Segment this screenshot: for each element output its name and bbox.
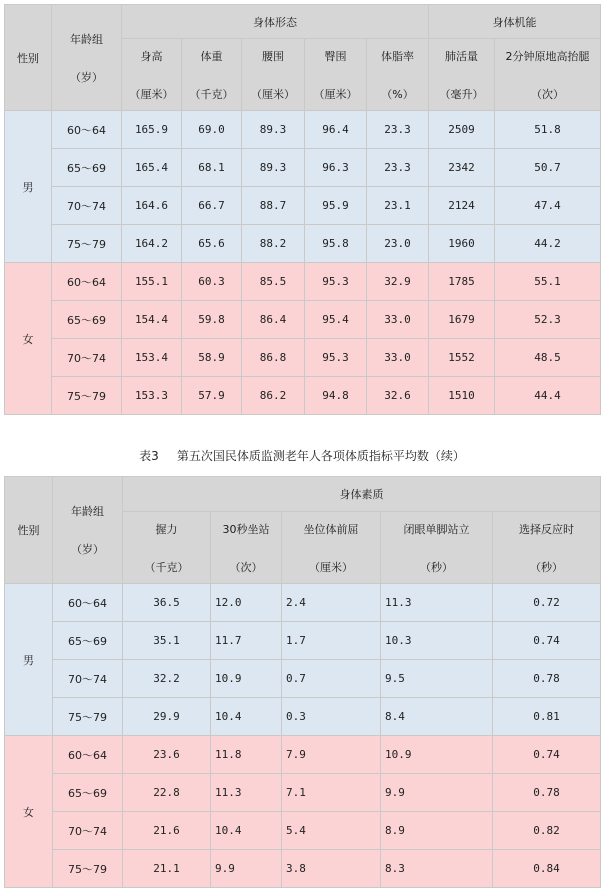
table-row bbox=[5, 812, 601, 850]
value-cell: 85.5 bbox=[242, 263, 305, 301]
col-header bbox=[122, 39, 182, 111]
value-cell: 36.5 bbox=[123, 584, 211, 622]
value-cell: 29.9 bbox=[123, 698, 211, 736]
value-cell: 9.9 bbox=[381, 774, 493, 812]
table-caption bbox=[0, 447, 604, 464]
value-cell: 23.1 bbox=[367, 187, 429, 225]
table-row bbox=[5, 225, 601, 263]
value-cell: 10.9 bbox=[381, 736, 493, 774]
value-cell: 7.9 bbox=[282, 736, 381, 774]
value-cell: 23.3 bbox=[367, 111, 429, 149]
value-cell: 55.1 bbox=[495, 263, 601, 301]
value-cell: 1552 bbox=[429, 339, 495, 377]
table-row bbox=[5, 301, 601, 339]
value-cell: 10.4 bbox=[211, 812, 282, 850]
value-cell: 32.9 bbox=[367, 263, 429, 301]
value-cell: 96.3 bbox=[305, 149, 367, 187]
value-cell: 0.84 bbox=[493, 850, 601, 888]
value-cell: 94.8 bbox=[305, 377, 367, 415]
col-name: 体重 bbox=[200, 49, 223, 63]
col-unit: （厘米） bbox=[129, 87, 174, 101]
value-cell: 68.1 bbox=[182, 149, 242, 187]
value-cell: 33.0 bbox=[367, 301, 429, 339]
col-name: 2分钟原地高抬腿 bbox=[505, 49, 590, 63]
age-cell: 65～69 bbox=[53, 774, 123, 812]
value-cell: 95.3 bbox=[305, 339, 367, 377]
value-cell: 48.5 bbox=[495, 339, 601, 377]
value-cell: 89.3 bbox=[242, 149, 305, 187]
value-cell: 44.2 bbox=[495, 225, 601, 263]
age-cell: 65～69 bbox=[52, 301, 122, 339]
table-row bbox=[5, 263, 601, 301]
col-age-label: 年龄组 bbox=[70, 32, 103, 46]
value-cell: 0.74 bbox=[493, 736, 601, 774]
table-row bbox=[5, 187, 601, 225]
value-cell: 86.2 bbox=[242, 377, 305, 415]
col-age-header bbox=[52, 5, 122, 111]
age-cell: 60～64 bbox=[53, 736, 123, 774]
value-cell: 9.5 bbox=[381, 660, 493, 698]
table-row bbox=[5, 377, 601, 415]
value-cell: 21.1 bbox=[123, 850, 211, 888]
age-cell: 60～64 bbox=[53, 584, 123, 622]
value-cell: 58.9 bbox=[182, 339, 242, 377]
col-header bbox=[282, 512, 381, 584]
value-cell: 86.8 bbox=[242, 339, 305, 377]
value-cell: 44.4 bbox=[495, 377, 601, 415]
value-cell: 165.4 bbox=[122, 149, 182, 187]
value-cell: 153.3 bbox=[122, 377, 182, 415]
col-header bbox=[242, 39, 305, 111]
value-cell: 8.3 bbox=[381, 850, 493, 888]
value-cell: 2509 bbox=[429, 111, 495, 149]
value-cell: 0.74 bbox=[493, 622, 601, 660]
col-unit: （秒） bbox=[420, 560, 453, 574]
table-row bbox=[5, 149, 601, 187]
value-cell: 12.0 bbox=[211, 584, 282, 622]
table-row bbox=[5, 339, 601, 377]
value-cell: 69.0 bbox=[182, 111, 242, 149]
value-cell: 10.3 bbox=[381, 622, 493, 660]
value-cell: 0.78 bbox=[493, 660, 601, 698]
col-name: 肺活量 bbox=[445, 49, 478, 63]
value-cell: 5.4 bbox=[282, 812, 381, 850]
value-cell: 95.8 bbox=[305, 225, 367, 263]
col-age-unit: （岁） bbox=[71, 543, 104, 556]
age-cell: 70～74 bbox=[53, 660, 123, 698]
value-cell: 86.4 bbox=[242, 301, 305, 339]
value-cell: 155.1 bbox=[122, 263, 182, 301]
value-cell: 8.9 bbox=[381, 812, 493, 850]
col-unit: （厘米） bbox=[313, 87, 358, 101]
value-cell: 52.3 bbox=[495, 301, 601, 339]
col-unit: （千克） bbox=[189, 87, 234, 101]
sex-cell: 男 bbox=[5, 111, 52, 263]
table-row bbox=[5, 660, 601, 698]
age-cell: 65～69 bbox=[53, 622, 123, 660]
value-cell: 0.7 bbox=[282, 660, 381, 698]
value-cell: 88.7 bbox=[242, 187, 305, 225]
col-unit: （%） bbox=[381, 87, 414, 101]
table-row bbox=[5, 698, 601, 736]
age-cell: 75～79 bbox=[52, 377, 122, 415]
group-header-body-form: 身体形态 bbox=[122, 5, 429, 39]
value-cell: 89.3 bbox=[242, 111, 305, 149]
value-cell: 164.6 bbox=[122, 187, 182, 225]
value-cell: 60.3 bbox=[182, 263, 242, 301]
value-cell: 7.1 bbox=[282, 774, 381, 812]
value-cell: 11.8 bbox=[211, 736, 282, 774]
value-cell: 21.6 bbox=[123, 812, 211, 850]
col-unit: （秒） bbox=[530, 560, 563, 574]
value-cell: 50.7 bbox=[495, 149, 601, 187]
col-unit: （厘米） bbox=[309, 560, 353, 574]
value-cell: 11.7 bbox=[211, 622, 282, 660]
table-body bbox=[5, 111, 601, 415]
value-cell: 88.2 bbox=[242, 225, 305, 263]
value-cell: 2342 bbox=[429, 149, 495, 187]
col-header bbox=[305, 39, 367, 111]
value-cell: 2.4 bbox=[282, 584, 381, 622]
col-sex-header: 性别 bbox=[5, 477, 53, 584]
value-cell: 9.9 bbox=[211, 850, 282, 888]
age-cell: 75～79 bbox=[53, 850, 123, 888]
col-unit: （毫升） bbox=[439, 87, 484, 101]
sex-cell: 男 bbox=[5, 584, 53, 736]
age-cell: 60～64 bbox=[52, 263, 122, 301]
value-cell: 35.1 bbox=[123, 622, 211, 660]
value-cell: 95.4 bbox=[305, 301, 367, 339]
value-cell: 165.9 bbox=[122, 111, 182, 149]
col-header bbox=[123, 512, 211, 584]
value-cell: 3.8 bbox=[282, 850, 381, 888]
table-row bbox=[5, 850, 601, 888]
col-unit: （次） bbox=[229, 560, 263, 574]
value-cell: 65.6 bbox=[182, 225, 242, 263]
value-cell: 1785 bbox=[429, 263, 495, 301]
value-cell: 10.9 bbox=[211, 660, 282, 698]
table-row bbox=[5, 584, 601, 622]
value-cell: 66.7 bbox=[182, 187, 242, 225]
body-fitness-table bbox=[4, 476, 601, 888]
sex-cell: 女 bbox=[5, 736, 53, 888]
col-header bbox=[211, 512, 282, 584]
value-cell: 1960 bbox=[429, 225, 495, 263]
value-cell: 164.2 bbox=[122, 225, 182, 263]
value-cell: 23.3 bbox=[367, 149, 429, 187]
age-cell: 70～74 bbox=[52, 187, 122, 225]
col-header bbox=[493, 512, 601, 584]
value-cell: 0.72 bbox=[493, 584, 601, 622]
value-cell: 59.8 bbox=[182, 301, 242, 339]
value-cell: 2124 bbox=[429, 187, 495, 225]
value-cell: 10.4 bbox=[211, 698, 282, 736]
value-cell: 47.4 bbox=[495, 187, 601, 225]
col-name: 身高 bbox=[140, 49, 163, 63]
value-cell: 1679 bbox=[429, 301, 495, 339]
value-cell: 95.3 bbox=[305, 263, 367, 301]
age-cell: 70～74 bbox=[52, 339, 122, 377]
table-row bbox=[5, 622, 601, 660]
age-cell: 60～64 bbox=[52, 111, 122, 149]
col-header bbox=[182, 39, 242, 111]
value-cell: 154.4 bbox=[122, 301, 182, 339]
group-header-body-fitness: 身体素质 bbox=[123, 477, 601, 512]
col-header bbox=[367, 39, 429, 111]
value-cell: 1510 bbox=[429, 377, 495, 415]
group-header-body-function: 身体机能 bbox=[429, 5, 601, 39]
value-cell: 0.78 bbox=[493, 774, 601, 812]
table-row bbox=[5, 736, 601, 774]
col-unit: （千克） bbox=[144, 560, 189, 574]
value-cell: 0.82 bbox=[493, 812, 601, 850]
value-cell: 22.8 bbox=[123, 774, 211, 812]
caption-label: 表3 bbox=[139, 449, 159, 463]
value-cell: 51.8 bbox=[495, 111, 601, 149]
value-cell: 96.4 bbox=[305, 111, 367, 149]
sex-cell: 女 bbox=[5, 263, 52, 415]
age-cell: 70～74 bbox=[53, 812, 123, 850]
col-age-label: 年龄组 bbox=[71, 505, 104, 518]
value-cell: 11.3 bbox=[211, 774, 282, 812]
age-cell: 65～69 bbox=[52, 149, 122, 187]
col-unit: （厘米） bbox=[251, 87, 295, 101]
value-cell: 8.4 bbox=[381, 698, 493, 736]
col-sex-header: 性别 bbox=[5, 5, 52, 111]
value-cell: 153.4 bbox=[122, 339, 182, 377]
value-cell: 57.9 bbox=[182, 377, 242, 415]
value-cell: 0.3 bbox=[282, 698, 381, 736]
col-unit: （次） bbox=[531, 87, 564, 101]
value-cell: 0.81 bbox=[493, 698, 601, 736]
value-cell: 32.2 bbox=[123, 660, 211, 698]
value-cell: 11.3 bbox=[381, 584, 493, 622]
value-cell: 33.0 bbox=[367, 339, 429, 377]
col-age-unit: （岁） bbox=[70, 70, 103, 84]
value-cell: 23.6 bbox=[123, 736, 211, 774]
col-header bbox=[495, 39, 601, 111]
col-name: 闭眼单脚站立 bbox=[403, 522, 470, 536]
col-name: 坐位体前屈 bbox=[303, 522, 359, 536]
body-form-function-table bbox=[4, 4, 601, 415]
col-name: 臀围 bbox=[324, 49, 347, 63]
value-cell: 1.7 bbox=[282, 622, 381, 660]
table-row bbox=[5, 774, 601, 812]
col-age-header bbox=[53, 477, 123, 584]
caption-title: 第五次国民体质监测老年人各项体质指标平均数（续） bbox=[176, 449, 465, 463]
col-header bbox=[429, 39, 495, 111]
value-cell: 32.6 bbox=[367, 377, 429, 415]
col-name: 选择反应时 bbox=[519, 522, 574, 536]
col-name: 握力 bbox=[155, 522, 178, 536]
col-header bbox=[381, 512, 493, 584]
table-body bbox=[5, 584, 601, 888]
age-cell: 75～79 bbox=[52, 225, 122, 263]
col-name: 腰围 bbox=[262, 49, 284, 63]
value-cell: 95.9 bbox=[305, 187, 367, 225]
age-cell: 75～79 bbox=[53, 698, 123, 736]
col-name: 30秒坐站 bbox=[222, 522, 270, 536]
value-cell: 23.0 bbox=[367, 225, 429, 263]
col-name: 体脂率 bbox=[381, 49, 414, 63]
table-row bbox=[5, 111, 601, 149]
